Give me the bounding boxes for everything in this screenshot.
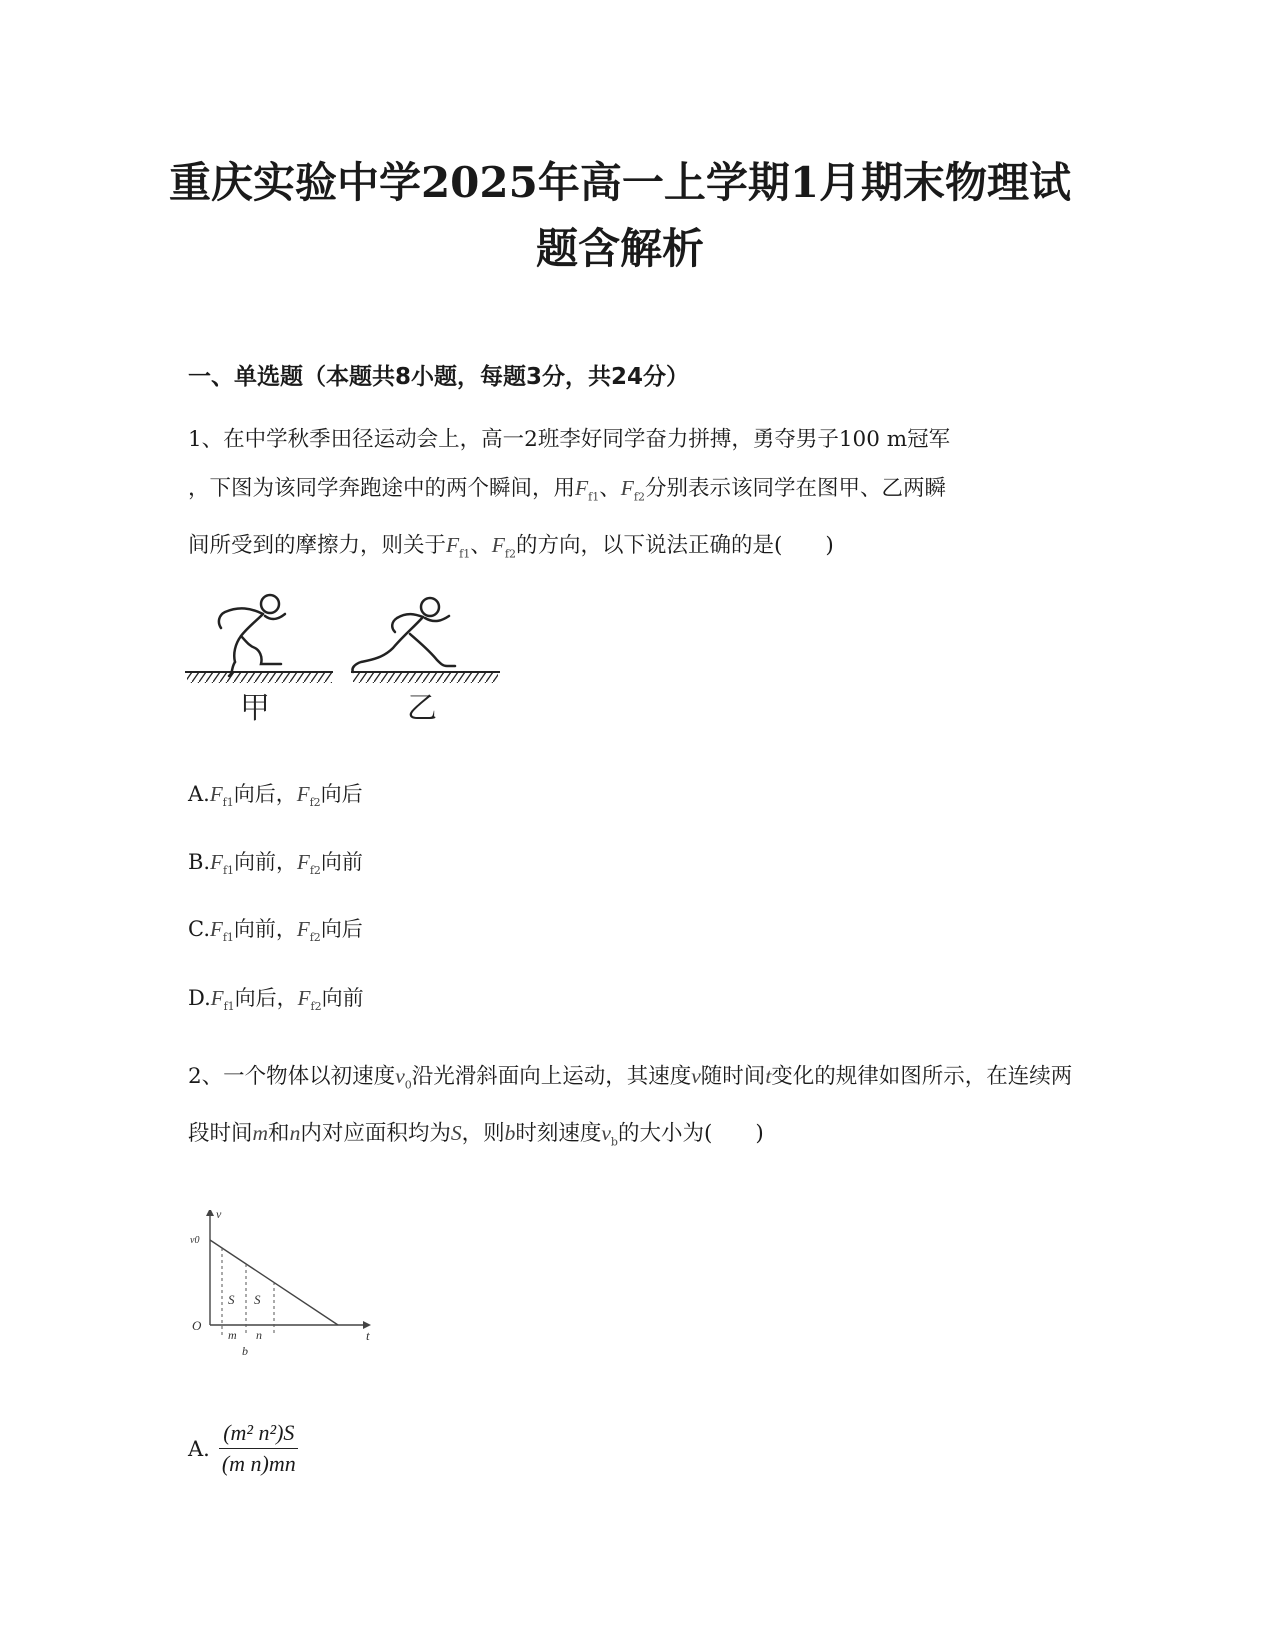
- graph-label-t: t: [366, 1328, 370, 1343]
- fraction-denominator: (m n)mn: [221, 1451, 296, 1476]
- page-title: 重庆实验中学2025年高一上学期1月期末物理试题含解析: [168, 158, 1072, 273]
- runner-yi: [352, 598, 455, 672]
- q2-option-a[interactable]: [188, 1420, 300, 1477]
- label-jia: 甲: [240, 691, 270, 726]
- graph-label-v0: v0: [190, 1235, 200, 1246]
- graph-label-o: O: [192, 1318, 202, 1333]
- velocity-time-graph: [188, 1210, 388, 1380]
- q2-option-a-fraction: [218, 1420, 300, 1477]
- runner-jia: [219, 595, 285, 676]
- q1-line-3: 间所受到的摩擦力，则关于$F_{f1}$、$F_{f2}$的方向，以下说法正确的是( ): [188, 533, 834, 561]
- label-yi: 乙: [407, 691, 437, 726]
- graph-label-s2: S: [254, 1292, 261, 1307]
- q1-option-a[interactable]: $A.F_{f1}$向后，$F_{f2}$向后: [188, 782, 363, 810]
- graph-label-v: v: [216, 1210, 222, 1221]
- q1-line-2: ，下图为该同学奔跑途中的两个瞬间，用$F_{f1}$、$F_{f2}$分别表示该同学在图甲、乙两瞬: [188, 476, 946, 504]
- q1-option-c[interactable]: $C.F_{f1}$向前，$F_{f2}$向后: [188, 917, 363, 945]
- q1-option-b[interactable]: $B.F_{f1}$向前，$F_{f2}$向前: [188, 850, 363, 878]
- q1-option-d[interactable]: $D.F_{f1}$向后，$F_{f2}$向前: [188, 986, 364, 1014]
- graph-label-m: m: [228, 1328, 237, 1342]
- graph-label-s1: S: [228, 1292, 235, 1307]
- section-heading: 一、单选题（本题共8小题，每题3分，共24分）: [188, 364, 690, 390]
- graph-label-b: b: [242, 1344, 248, 1358]
- graph-label-n: n: [256, 1328, 262, 1342]
- runners-figure: [185, 592, 525, 752]
- question-1-text: [188, 416, 1088, 579]
- question-2-text: 2、一个物体以初速度$v_0$沿光滑斜面向上运动，其速度v随时间t变化的规律如图所示，在连续两段时间m和n内对应面积均为S，则b时刻速度$v_b$的大小为( ): [188, 1064, 1073, 1149]
- fraction-numerator: (m² n²)S: [219, 1420, 298, 1449]
- q1-line-1: 1、在中学秋季田径运动会上，高一2班李好同学奋力拼搏，勇夺男子100 m冠军: [188, 427, 951, 452]
- q2-option-a-letter: A.: [188, 1436, 210, 1461]
